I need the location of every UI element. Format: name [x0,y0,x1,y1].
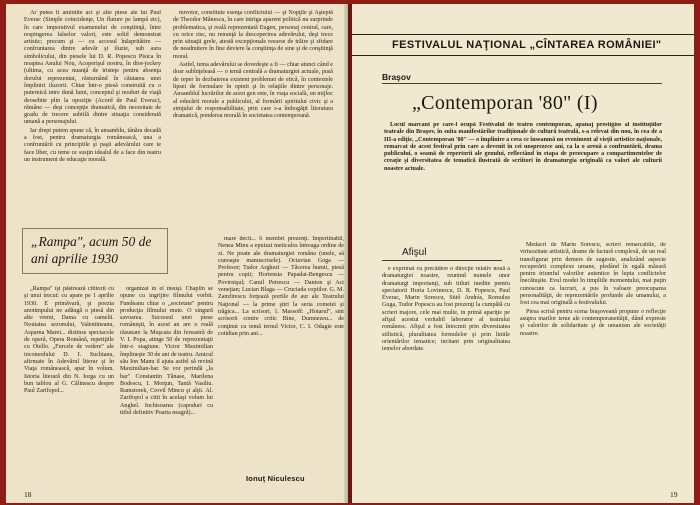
paragraph: „Rampa" îşi păstrează cititorii cu şi unui trecut: cu apare pe 1 aprilie 1930. E primăvară, şi poezia anotimpului ne adăugă o piesă din alte vremi, Dama cu camelii. Noutatea sezonului, Valentineanu, Asparna Marei... distinse spectacole de operă, Opera Română, repetiţiile cu Otello. „Furcele de vedere" ale incomodului D. I. Suchianu, afirmate în Adevărul literar şi în Viaţa românească, apar în volum. Istoria literară din N. Iorga cu un bun tablou al G. Călinescu despre Paul Zarifopol... [24,286,114,395]
paragraph: Piesa scrisă pentru scena braşoveană propune o reflecţie asupra marilor teme ale contemporaneităţii, dând expresie şi valorilor de solidaritate şi de umanism ale societăţii noastre. [520,308,666,337]
article-author: Ionuţ Niculescu [246,474,305,483]
page-number-left: 18 [24,490,32,499]
paragraph: Iar drept putem spune că, în ansamblu, tânăra decadă a fost, pentru dramaturgia românească, una a confruntării cu principiile şi paşii adevărului care te face liber, cu teme ce susţin idealul de a face din teatru un instrument de educaţie morală. [24,127,161,163]
left-column-4 [120,286,213,482]
left-column-3 [24,286,114,482]
right-column-2 [520,242,666,486]
right-column-1 [382,266,510,486]
left-page [6,4,348,503]
festival-banner [352,34,694,56]
article-title: „Contemporan '80" (I) [412,92,598,114]
section-heading: Afişul [402,247,427,258]
festival-title: FESTIVALUL NAŢIONAL „CÎNTAREA ROMÂNIEI" [392,39,662,51]
paragraph: mare decit... 6 membri prezenţi. Impertinabil, Nenea Minu a epuizat meticulos întreaga ordine de zi. Ne poate ale dramaturgiei româna (unele, să cunoaşte manuscrisele). Octavian Goga — Profesor; Tudor Arghezi — Tăcerea humii, piesă pentru copii; Hortensia Papadat-Bengescu — Povirnişul; Camil Petrescu — Danton şi Act veneţian; Lucian Blaga — Cruciada copiilor. G. M. Zamfirescu forţează portile de aur ale Teatrului Naţional — la prime ştiri la seria cometei şi trăgica... La scrisori, 1. Massoff: „Hotarul", sint scrisorii contre critic Bine, Dumnezeu... de conţinut cu temă ternul Victor, C. I. Odagie este cotidian prin ani... [218,236,344,337]
paragraph: Astfel, tema adevărului se dovedeşte a fi — chiar atunci când e doar subînţeleasă — o temă centrală a dramaturgiei actuale, pusă de reper în dezbaterea existent problemei de etică, în contextele lipsei de formulare în opinii şi în relaţiile dintre personaje. Ansamblul lucrărilor de acest gen este, în viaţa socială, un mijloc al educării morale a publicului, al formării spiritului civic şi a simţului de responsabilitate, prin care s-a îmbogăţit literatura dramatică, ponderea morală în societatea contemporană. [173,62,333,120]
region-heading: Braşov [382,72,411,82]
paragraph: Medacri de Marin Sorescu, scrieri remarcabile, de virtuozitate artistică, drame de factură complexă, de un real transfigurat prin demers de sugestie, analizând aspecte recuperării complexe umane, pledând în egală măsură pentru triumful valorilor autentice în lupta conflictelor înecătuşite. Evul modei în timpliile momentului, mai puţin cunoscute ca lucruri, a pus în valoare preocuparea personalităţii, de reprezentările profunde ale umanului, a fost cea mai originală a festivalului. [520,242,666,307]
left-column-5 [218,236,344,462]
paragraph: nuvotor, constituie esenţa conflictului — şi Nopţile şi Aşteptă de Theodor Mănescu, în care intriga aparent politică nu surprinde problematica, şi reală reprezentată Eugen, personaj central, care, cu orice risc, nu renunţă la descoperirea adevărului, deşi trece prin situaţii grele, atestă excepţionale resurse de trăire şi sfidare de neadmitere în fine deviere la conştiinţa de sine şi de conştiinţă moral. [173,10,333,60]
left-column-1 [24,10,161,228]
left-column-2 [173,10,333,232]
rampa-article-title: „Rampa", acum 50 de ani aprilie 1930 [31,234,152,266]
divider [382,260,502,261]
paragraph: e exprimat cu precădere o direcţie relativ nouă a dramaturgiei noastre, reunind numele unor dramaturgi importanţi, sub titluri inedite pentru spectatorii Horia Lovinescu, D. R. Popescu, Paul Everac, Marin Sorescu, Sütő András, Romulus Guga, Tudor Popescu au fost prezenţi la cumpătă cu scrieri majore, cele mai multe, in primă apariţie pe afişul acestui veritabil laborator al teatrului românesc. Afişul a fost întocmit prin diversitatea stilistică, pluralitatea formulelor şi prin liniile orientărilor tematice; incitant prin originalitatea temelor abordate. [382,266,510,353]
page-number-right: 19 [670,490,678,499]
paragraph: Ar putea fi amintite aci şi alte piese ale lui Paul Everac (Simple coincidenţe, Un fluture pe lampă etc), în care imperativul examenului de conştiinţă, între respingerea falselor valori, este solid demonstrat artistic; precum şi — cu accesul înăspritâtire — confruntarea dintre adevăr şi iluzie, sub aura simbolicului, din piesele lui D. R. Popescu Pisica în noaptea Anului Nou, Acoperişul nostru, în dior-jockey (ultima, cu acea nuanţă de tristeţe pentru absenţa dorului reprezentat, răsturnând în căutarea unei împliniri iluzorii. Chiar într-o piesă construită cu o puternică intre dună lumi, conceptul şi moduri de viaţă deosebite plin la opoziţie (Acord de Paul Everac), rămâne — deşi concepţie dramatică, din necesitate de gradu de trecere subtilă dintre situaţia considerată umană a personajului. [24,10,161,126]
rampa-title-box [22,228,168,274]
paragraph: Locul marcant pe care-l ocupă Festivalul de teatru contemporan, apanaj prestigios al instituţiilor teatrale din Braşov, în suita manifestărilor tradiţionale de cultură teatrală, s-a relevat din nou, în cea de a III-a ediţie, „Contemporan '80" — o împlinire a ceea ce înseamnă un eveniment al vieţii artistice naţionale, remarcat de acest festival prin care a devenit în cei unsprezece ani, ca la o arenă a confruntării, drama publicului, o seamă de repertorii ale genului, reflectând în etapa de preocupare a compartimentelor de creaţie şi diversitatea de tematică ilustrată de scriitori în dramaturgia originală ca valori ale culturii noastre actuale. [384,122,662,172]
divider [382,83,662,84]
paragraph: organizat în el însuşi. Chaplin se opune cu ingrijire filmului vorbit. Fundeanu chiar o „societate" pentru producţia filmului mute. O singură savoarea. Succesul unei piese româneşti, în acest an are o reală răsunare la Muşcata din fereastră de V. I. Popa, atinge 50 de reprezentaţii într-o stagiune. Victor Maximilian împlineşte 30 de ani de teatru. Amicul său Ion Manu il ajuta astfel să revină Maximilian-bar. Se vor perindă „la bar" Constantin Tănase, Marilena Bodescu, I. Morţun, Tantă Vasiliu. Ramstorek, Crovil Mincu şi alţii. Al. Zarifopol a citit în acelaşi volum lui Anghel. Inchisoarea (capoduri cu titlul definitiv Poarta neagră)... [120,286,213,417]
right-page [352,4,694,503]
article-intro [384,122,662,242]
